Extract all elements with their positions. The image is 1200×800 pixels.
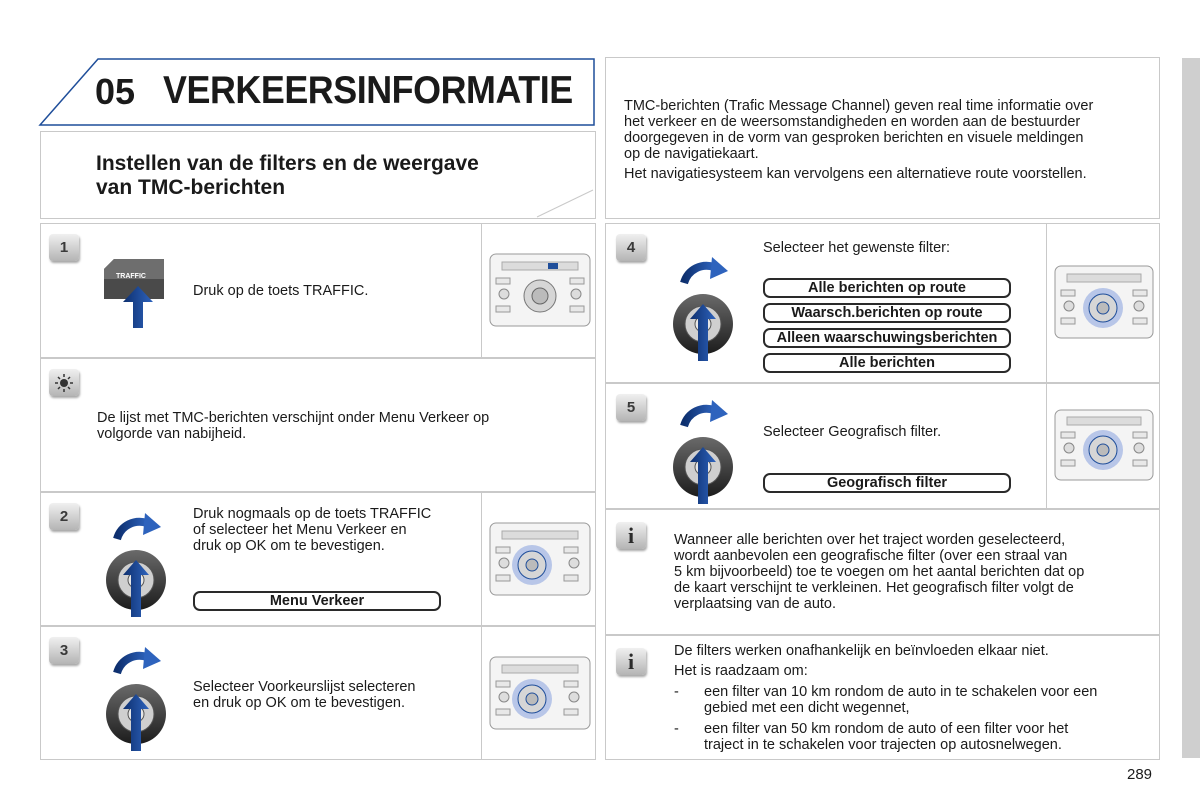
step-5-text: Selecteer Geografisch filter. bbox=[763, 424, 942, 440]
intro-line: TMC-berichten (Trafic Message Channel) geven real time informatie over bbox=[624, 98, 1094, 114]
tip-line: volgorde van nabijheid. bbox=[97, 426, 247, 442]
intro-line: Het navigatiesysteem kan vervolgens een alternatieve route voorstellen. bbox=[624, 166, 1087, 182]
info-1-line: wordt aanbevolen een geografische filter (over een straal van bbox=[674, 548, 1068, 564]
page-number: 289 bbox=[1127, 766, 1153, 783]
step-number: 2 bbox=[49, 503, 79, 530]
info-1-line: verplaatsing van de auto. bbox=[674, 596, 837, 612]
section-title-line: van TMC-berichten bbox=[96, 176, 286, 199]
step-2-line: druk op OK om te bevestigen. bbox=[193, 538, 385, 554]
step-3-text bbox=[193, 679, 415, 711]
info-2-bullet-1 bbox=[704, 684, 1097, 716]
step-4-text: Selecteer het gewenste filter: bbox=[763, 240, 950, 256]
info-panel-1 bbox=[605, 509, 1160, 635]
chapter-number: 05 bbox=[95, 71, 136, 112]
info-panel-2 bbox=[605, 635, 1160, 760]
corner-fold bbox=[535, 188, 595, 218]
intro-box bbox=[605, 57, 1160, 219]
step-3-line: en druk op OK om te bevestigen. bbox=[193, 695, 405, 711]
chapter-title: VERKEERSINFORMATIE bbox=[163, 69, 573, 112]
step-2-line: Druk nogmaals op de toets TRAFFIC bbox=[193, 506, 432, 522]
step-1-panel bbox=[40, 223, 596, 358]
filter-option[interactable]: Alle berichten bbox=[763, 353, 1011, 373]
bullet-line: gebied met een dicht wegennet, bbox=[704, 700, 910, 716]
info-1-line: de kaart verschijnt te verkleinen. Het geografisch filter volgt de bbox=[674, 580, 1074, 596]
section-title-box bbox=[40, 131, 596, 219]
info-2-bullet-2 bbox=[704, 721, 1068, 753]
traffic-button-label: TRAFFIC bbox=[116, 273, 146, 280]
radio-panel-thumbnail bbox=[481, 627, 596, 760]
bullet-line: een filter van 50 km rondom de auto of een filter voor het bbox=[704, 721, 1069, 737]
step-4-panel bbox=[605, 223, 1160, 383]
rotary-knob-icon bbox=[103, 505, 173, 617]
section-title bbox=[96, 152, 479, 200]
step-2-panel bbox=[40, 492, 596, 626]
rotary-knob-icon bbox=[103, 639, 173, 751]
info-1-line: Wanneer alle berichten over het traject worden geselecteerd, bbox=[674, 532, 1066, 548]
step-3-line: Selecteer Voorkeurslijst selecteren bbox=[193, 679, 416, 695]
press-arrow-icon bbox=[123, 286, 153, 328]
page-edge-tab bbox=[1182, 58, 1200, 758]
info-1-text bbox=[674, 532, 1084, 612]
radio-panel-thumbnail bbox=[481, 493, 596, 626]
step-2-text bbox=[193, 506, 431, 554]
intro-line: het verkeer en de weersomstandigheden en worden aan de bestuurder bbox=[624, 114, 1081, 130]
filter-option[interactable]: Alleen waarschuwingsberichten bbox=[763, 328, 1011, 348]
geografisch-filter-option[interactable]: Geografisch filter bbox=[763, 473, 1011, 493]
bullet-dash: - bbox=[674, 684, 679, 700]
filter-option[interactable]: Waarsch.berichten op route bbox=[763, 303, 1011, 323]
step-5-panel bbox=[605, 383, 1160, 509]
info-icon: i bbox=[616, 648, 646, 675]
bullet-line: traject in te schakelen voor trajecten op autosnelwegen. bbox=[704, 737, 1062, 753]
rotary-knob-icon bbox=[670, 392, 740, 504]
step-number: 1 bbox=[49, 234, 79, 261]
step-2-line: of selecteer het Menu Verkeer en bbox=[193, 522, 407, 538]
info-icon: i bbox=[616, 522, 646, 549]
info-1-line: 5 km bijvoorbeeld) toe te voegen om het aantal berichten dat op bbox=[674, 564, 1085, 580]
intro-paragraph bbox=[624, 98, 1154, 182]
tip-text bbox=[97, 410, 489, 442]
tip-panel bbox=[40, 358, 596, 492]
step-1-text: Druk op de toets TRAFFIC. bbox=[193, 283, 369, 299]
radio-panel-thumbnail bbox=[1046, 384, 1160, 508]
intro-line: op de navigatiekaart. bbox=[624, 146, 759, 162]
bullet-dash: - bbox=[674, 721, 679, 737]
step-number: 3 bbox=[49, 637, 79, 664]
step-3-panel bbox=[40, 626, 596, 760]
bullet-line: een filter van 10 km rondom de auto in te schakelen voor een bbox=[704, 684, 1098, 700]
section-title-line: Instellen van de filters en de weergave bbox=[96, 152, 479, 175]
radio-panel-thumbnail bbox=[1046, 224, 1160, 382]
step-number: 5 bbox=[616, 394, 646, 421]
tip-line: De lijst met TMC-berichten verschijnt onder Menu Verkeer op bbox=[97, 410, 490, 426]
rotary-knob-icon bbox=[670, 249, 740, 361]
radio-panel-thumbnail bbox=[481, 224, 596, 357]
light-bulb-icon bbox=[49, 369, 79, 396]
info-2-line-2: Het is raadzaam om: bbox=[674, 663, 808, 679]
intro-line: doorgegeven in de vorm van gesproken berichten en visuele meldingen bbox=[624, 130, 1084, 146]
step-number: 4 bbox=[616, 234, 646, 261]
menu-verkeer-option[interactable]: Menu Verkeer bbox=[193, 591, 441, 611]
info-2-line-1: De filters werken onafhankelijk en beïnvloeden elkaar niet. bbox=[674, 643, 1049, 659]
filter-option[interactable]: Alle berichten op route bbox=[763, 278, 1011, 298]
